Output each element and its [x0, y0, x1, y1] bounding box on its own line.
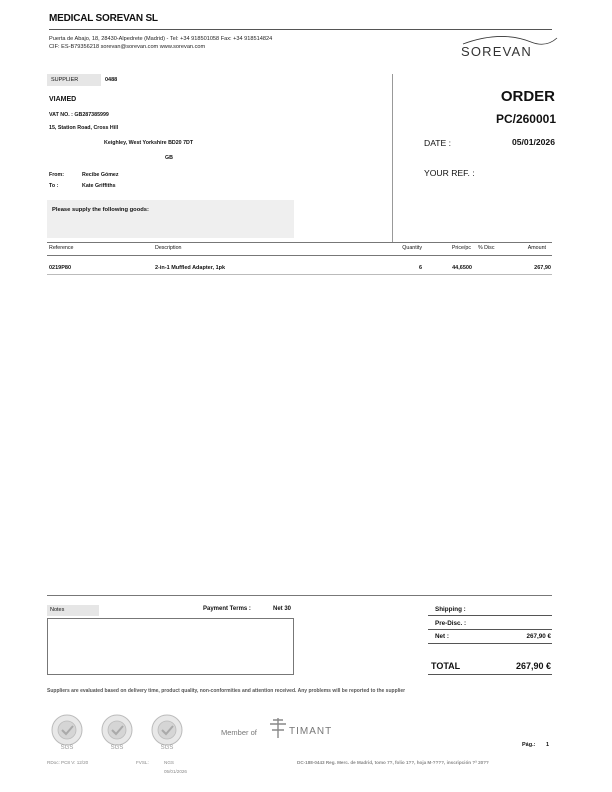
supplier-code: 0488 — [105, 77, 118, 83]
order-title: ORDER — [500, 88, 555, 105]
sgs-cert-icon — [147, 712, 187, 752]
timant-logo-icon — [265, 716, 291, 740]
table-header-rule — [47, 255, 552, 256]
net-label: Net : — [435, 633, 449, 640]
company-address: Puerta de Abajo, 18, 28430-Alpedrete (Madrid) - Tel: +34 918501058 Fax: +34 918514824 — [49, 36, 273, 42]
date-value: 05/01/2026 — [511, 137, 555, 147]
predisc-rule — [428, 629, 552, 630]
col-description: Description — [155, 245, 182, 251]
fvsl-label: FVSL: — [136, 760, 149, 765]
from-value: Recibe Gómez — [82, 172, 119, 178]
row-quantity: 6 — [418, 265, 422, 271]
cert-label: SGS — [110, 745, 124, 751]
col-discount: % Disc — [478, 245, 495, 251]
payment-terms-value: Net 30 — [273, 606, 292, 612]
shipping-rule — [428, 615, 552, 616]
row-description: 2-in-1 Muffled Adapter, 1pk — [155, 265, 226, 271]
supplier-disclaimer: Suppliers are evaluated based on delivery time, product quality, non-conformities and attention received. Any problems will be reported to the supplier — [47, 688, 406, 694]
supplier-address-2: Keighley, West Yorkshire BD20 7DT — [104, 140, 194, 146]
logo-text: SOREVAN — [461, 44, 533, 59]
sgs-cert-icon — [97, 712, 137, 752]
col-quantity: Quantity — [402, 245, 422, 251]
supply-instruction: Please supply the following goods: — [47, 200, 294, 238]
cert-label: SGS — [60, 745, 74, 751]
total-value: 267,90 € — [515, 661, 551, 671]
col-amount: Amount — [527, 245, 546, 251]
total-rule — [428, 674, 552, 675]
from-label: From: — [49, 172, 65, 178]
payment-terms-label: Payment Terms : — [203, 606, 251, 612]
row-amount: 267,90 — [534, 265, 551, 271]
supplier-vat: VAT NO. : GB287385999 — [49, 112, 109, 118]
your-ref-label: YOUR REF. : — [424, 168, 475, 178]
supplier-address-1: 15, Station Road, Cross Hill — [49, 125, 119, 131]
net-rule — [428, 643, 552, 644]
registry-info: DC-188-0443 Reg. Merc. de Madrid, tomo 7?, folio 1??, hoja M-????, inscripción ?ª 20?? — [297, 760, 489, 765]
order-number: PC/260001 — [495, 112, 556, 126]
row-reference: 0219P80 — [49, 265, 72, 271]
supplier-country: GB — [165, 155, 173, 161]
header-divider — [49, 29, 552, 30]
member-org: TIMANT — [289, 726, 333, 737]
to-label: To : — [49, 183, 59, 189]
to-value: Kate Griffiths — [82, 183, 116, 189]
sorevan-logo — [461, 34, 561, 62]
net-value: 267,90 € — [526, 633, 551, 640]
notes-label: Notes — [47, 605, 99, 616]
footer-rule — [47, 595, 552, 596]
table-top-rule — [47, 242, 552, 243]
supplier-label: SUPPLIER — [47, 74, 101, 86]
row-price: 44,6500 — [452, 265, 472, 271]
col-price: Price/pc — [451, 245, 471, 251]
notes-box — [47, 618, 294, 675]
header-vertical-divider — [392, 74, 393, 242]
date-label: DATE : — [424, 138, 452, 148]
page-number: 1 — [546, 742, 550, 748]
total-label: TOTAL — [431, 661, 461, 671]
doc-revision: RDoc: PC8 V: 12/20 — [47, 760, 89, 765]
company-name: MEDICAL SOREVAN SL — [49, 13, 158, 24]
shipping-label: Shipping : — [435, 606, 466, 613]
col-reference: Reference — [49, 245, 74, 251]
bottom-date: 05/01/2026 — [164, 769, 187, 774]
member-of-text: Member of — [221, 728, 257, 737]
cert-label: SGS — [160, 745, 174, 751]
company-contact: CIF: ES-B79356218 sorevan@sorevan.com www.sorevan.com — [49, 44, 206, 50]
ngs-label: NGS — [164, 760, 174, 765]
predisc-label: Pre-Disc. : — [435, 620, 467, 627]
row-rule — [47, 274, 552, 275]
sgs-cert-icon — [47, 712, 87, 752]
supplier-name: VIAMED — [49, 96, 77, 103]
page-label: Pág.: — [522, 742, 536, 748]
